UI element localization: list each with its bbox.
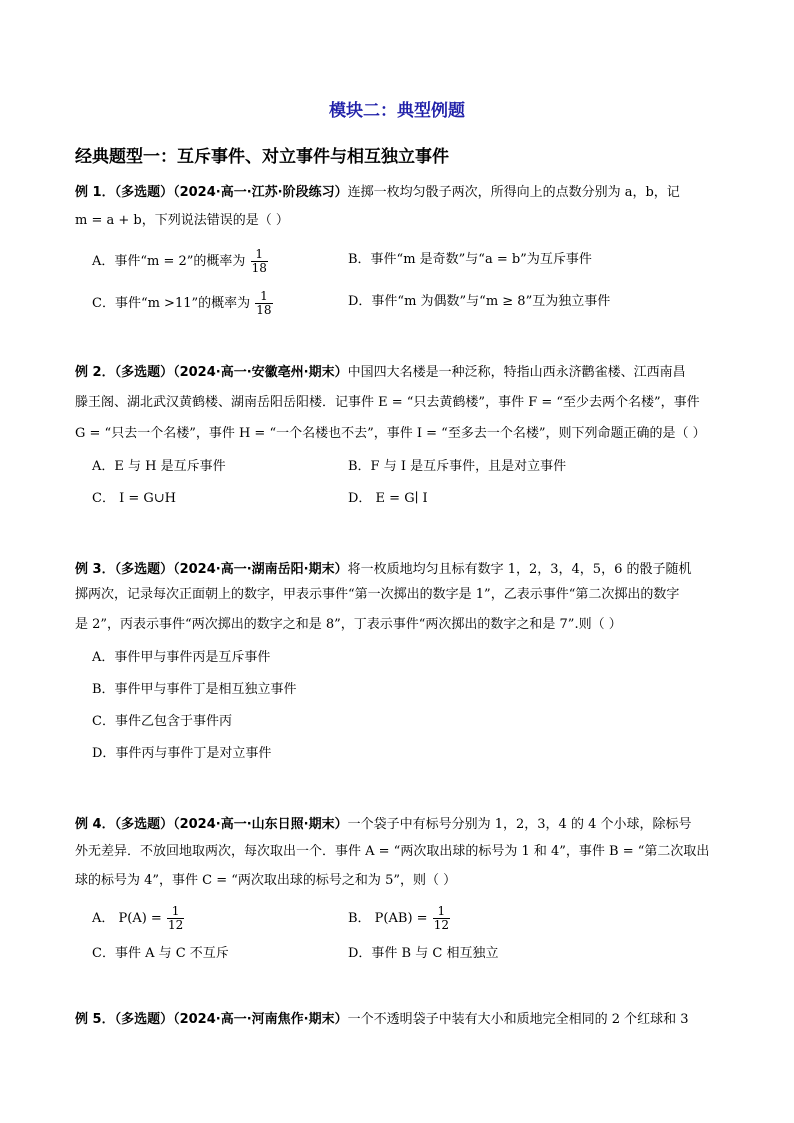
module-title: 模块二：典型例题 [329,101,465,121]
numerator: 1 [255,290,272,304]
question-stem: 将一枚质地均匀且标有数字 1，2，3，4，5，6 的骰子随机 [347,562,692,577]
question-source: （2024·高一·山东日照·期末） [173,817,348,832]
question-source: （2024·高一·江苏·阶段练习） [173,185,348,200]
option-a [92,248,269,275]
fraction [167,905,184,932]
option-a: A．E 与 H 是互斥事件 [92,459,226,474]
question-2-first-line [75,364,686,382]
question-tag: （多选题） [114,562,174,577]
question-tag: （多选题） [114,1012,174,1027]
numerator: 1 [251,248,268,262]
question-stem: 球的标号为 4”，事件 C = “两次取出球的标号之和为 5”，则（ ） [75,873,457,888]
option-b: B．事件甲与事件丁是相互独立事件 [92,682,297,697]
question-label: 例 3． [75,562,115,577]
question-stem: 外无差异．不放回地取两次，每次取出一个．事件 A = “两次取出球的标号为 1 和 4”，事件 B = “第二次取出 [75,844,710,859]
option-text: C．事件“m >11”的概率为 [92,296,251,311]
option-c [92,290,274,317]
option-c: C． I = G∪H [92,491,176,506]
question-label: 例 5． [75,1012,115,1027]
fraction [433,905,450,932]
denominator: 12 [433,918,449,932]
numerator: 1 [167,905,184,919]
option-d: D．事件丙与事件丁是对立事件 [92,746,272,761]
option-b: B．事件“m 是奇数”与“a = b”为互斥事件 [348,252,592,267]
option-a [92,905,185,932]
option-d: D． E = G∣ I [348,491,428,506]
question-stem: 滕王阁、湖北武汉黄鹤楼、湖南岳阳岳阳楼．记事件 E = “只去黄鹤楼”，事件 F = “至少去两个名楼”，事件 [75,395,700,410]
question-4-first-line [75,816,691,834]
fraction [251,248,268,275]
question-stem: 一个不透明袋子中装有大小和质地完全相同的 2 个红球和 3 [347,1012,689,1027]
question-source: （2024·高一·安徽亳州·期末） [173,365,348,380]
fraction [255,290,272,317]
option-b [348,905,451,932]
question-tag: （多选题） [114,365,174,380]
option-text: A．事件“m = 2”的概率为 [92,254,246,269]
question-source: （2024·高一·河南焦作·期末） [173,1012,348,1027]
option-a: A．事件甲与事件丙是互斥事件 [92,650,271,665]
question-source: （2024·高一·湖南岳阳·期末） [173,562,348,577]
option-c: C．事件乙包含于事件丙 [92,714,232,729]
option-d: D．事件 B 与 C 相互独立 [348,946,499,961]
question-label: 例 1． [75,185,115,200]
question-tag: （多选题） [114,817,174,832]
question-stem: 一个袋子中有标号分别为 1，2，3，4 的 4 个小球，除标号 [347,817,692,832]
denominator: 18 [251,261,267,275]
question-5-first-line [75,1011,689,1029]
denominator: 12 [167,918,184,932]
question-stem: m = a + b，下列说法错误的是（ ） [75,213,289,228]
question-stem: 连掷一枚均匀骰子两次，所得向上的点数分别为 a，b，记 [347,185,680,200]
question-stem: G = “只去一个名楼”，事件 H = “一个名楼也不去”，事件 I = “至多去一个名楼”，则下列命题正确的是（ ） [75,426,706,441]
question-label: 例 4． [75,817,115,832]
option-text: B． P(AB) = [348,911,428,926]
numerator: 1 [433,905,450,919]
question-stem: 是 2”，丙表示事件“两次掷出的数字之和是 8”，丁表示事件“两次掷出的数字之和是 7”.则（ ） [75,617,622,632]
option-b: B．F 与 I 是互斥事件，且是对立事件 [348,459,567,474]
question-1-first-line [75,184,680,202]
section-title: 经典题型一：互斥事件、对立事件与相互独立事件 [75,147,449,167]
question-tag: （多选题） [114,185,174,200]
option-c: C．事件 A 与 C 不互斥 [92,946,229,961]
option-d: D．事件“m 为偶数”与“m ≥ 8”互为独立事件 [348,294,611,309]
denominator: 18 [256,303,272,317]
question-label: 例 2． [75,365,115,380]
question-3-first-line [75,561,692,579]
question-stem: 掷两次，记录每次正面朝上的数字，甲表示事件“第一次掷出的数字是 1”，乙表示事件“第二次掷出的数字 [75,587,680,602]
option-text: A． P(A) = [92,911,162,926]
question-stem: 中国四大名楼是一种泛称，特指山西永济鹳雀楼、江西南昌 [347,365,686,380]
